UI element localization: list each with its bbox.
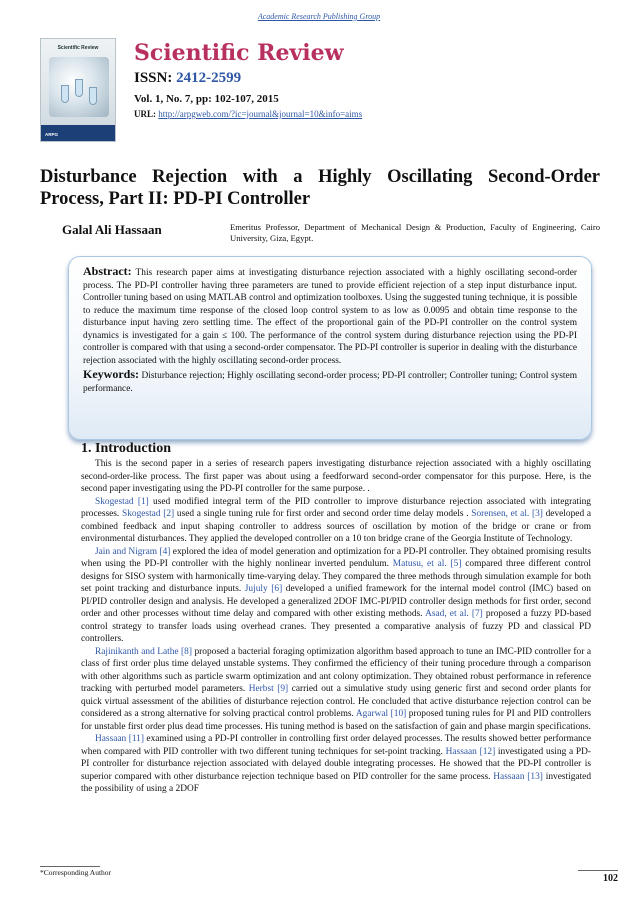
paragraph-text: examined using a PD-PI controller in controlling first order delayed processes. The results showed better performance when compared with PID controller with two different tuning techniques for set-point tracking.	[81, 734, 591, 757]
test-tube-icon	[75, 79, 83, 97]
citation-link[interactable]: Jain and Nigram [4]	[95, 546, 171, 557]
cover-brand-logo: ARPG	[45, 132, 59, 137]
paragraph-text: developed a combined feedback and input shaping controller to address sources of oscillation by motion of the bridge or crane or from environmental disturbances. They applied the developed controller on a 10 ton bridge crane of the Georgia Institute of Technology.	[81, 509, 591, 544]
body-paragraph	[81, 733, 591, 796]
keywords-label: Keywords:	[83, 367, 139, 381]
paragraph-text: investigated using a PD-PI controller for disturbance rejection associated with delayed double integrating processes. He showed that the PD-PI controller is superior compared with other disturbance rejection technique based on PID controller for the same process.	[81, 746, 591, 782]
citation-link[interactable]: Hassaan [12]	[445, 746, 496, 757]
paragraph-text: proposed tuning rules for PI and PID controllers for unstable first order plus dead time processes. His tuning method is based on the satisfaction of gain and phase margin specifications.	[81, 709, 591, 732]
keywords-paragraph	[83, 368, 577, 395]
paragraph-text: carried out a simulative study using generic first and second order plants for quick virtual assessment of the abilities of disturbance rejection control. He concluded that active disturbance rejection control can be considered as a strong alternative for solving practical control problems.	[81, 684, 591, 719]
citation-link[interactable]: Skogestad [1]	[95, 496, 149, 507]
corresponding-author-note: *Corresponding Author	[40, 868, 112, 877]
journal-volume: Vol. 1, No. 7, pp: 102-107, 2015	[134, 93, 279, 105]
journal-issn	[134, 70, 241, 87]
cover-title: Scientific Review	[57, 45, 99, 51]
journal-url-link[interactable]: http://arpgweb.com/?ic=journal&journal=10&info=aims	[158, 109, 363, 119]
paragraph-text: compared three different control designs for SISO system with harmonically time-varying delay. They compared the three methods through simulation example for both set point tracking and disturbance inputs.	[81, 559, 591, 594]
cover-lab-photo	[49, 57, 109, 117]
paragraph-text: proposed a fuzzy PD-based control strategy to transfer loads using overhead cranes. They presented a comparative analysis of fuzzy PD and classical PD controllers.	[81, 609, 591, 644]
citation-link[interactable]: Agarwal [10]	[355, 709, 407, 719]
body-paragraph	[81, 646, 591, 734]
citation-link[interactable]: Jujuly [6]	[244, 584, 283, 594]
footnote-divider	[40, 866, 100, 867]
citation-link[interactable]: Asad, et al. [7]	[425, 609, 483, 619]
page-number-divider	[578, 870, 618, 871]
paragraph-text: proposed a bacterial foraging optimization algorithm based approach to tune an IMC-PID controller for a class of first order plus time delayed unstable systems. They confirmed the efficiency of their tuning procedure through a comparison with other algorithms such as particle swarm optimization and ant colony optimization. They obtained robust performance in reference tracking with perturbed model parameters.	[81, 646, 591, 694]
abstract-paragraph	[83, 265, 577, 367]
abstract-text: This research paper aims at investigating disturbance rejection associated with a highly oscillating second-order process. The PD-PI controller having three parameters are tuned to provide efficient rejection of a step input disturbance input. Controller tuning based on using MATLAB control and optimization toolboxes. Using the suggested tuning technique, it is possible to reduce the maximum time response of the closed loop control system to as low as 0.0095 and obtain time response to the disturbance input having zero settling time. The effect of the proportional gain of the PD-PI controller on the control system dynamics is investigated for a gain ≤ 100. The performance of the control system during disturbance rejection using the PD-PI controller is compared with that using a second-order compensator. The PD-PI controller is superior in dealing with the disturbance rejection associated with the highly oscillating second-order process.	[83, 268, 577, 366]
body-paragraph	[81, 458, 591, 496]
citation-link[interactable]: Hassaan [11]	[95, 734, 144, 744]
paragraph-text: used a single tuning rule for first order and second order time delay models .	[174, 509, 472, 519]
abstract-label: Abstract:	[83, 264, 132, 278]
paragraph-text: used modified integral term of the PID controller to improve disturbance rejection associated with integrating processes.	[81, 496, 591, 519]
publisher-header-link[interactable]: Academic Research Publishing Group	[257, 12, 381, 21]
citation-link[interactable]: Hassaan [13]	[493, 771, 543, 782]
body-paragraph	[81, 496, 591, 546]
journal-name: Scientific Review	[134, 40, 344, 66]
author-name: Galal Ali Hassaan	[62, 222, 162, 237]
paragraph-text: developed a unified framework for the internal model control (IMC) based on PI/PID controller design and analysis. He developed a generalized 2DOF IMC-PI/PID controller design methods for first order, second order and other processes without time delay and compared with other existing methods.	[81, 584, 591, 619]
citation-link[interactable]: Rajinikanth and Lathe [8]	[95, 646, 192, 657]
section-heading-introduction: 1. Introduction	[81, 441, 171, 456]
journal-cover-image	[40, 38, 116, 142]
paragraph-text: explored the idea of model generation and optimization for a PD-PI controller. They obtained promising results when using the PD-PI controller with the highly nonlinear inverted pendulum.	[81, 546, 591, 569]
citation-link[interactable]: Sorensen, et al. [3]	[471, 509, 543, 519]
paper-title: Disturbance Rejection with a Highly Oscillating Second-Order Process, Part II: PD-PI Controller	[40, 167, 600, 209]
keywords-text: Disturbance rejection; Highly oscillating second-order process; PD-PI controller; Controller tuning; Control system performance.	[83, 371, 577, 394]
journal-url-line	[134, 109, 362, 119]
body-paragraph	[81, 546, 591, 646]
url-label: URL:	[134, 109, 159, 119]
citation-link[interactable]: Skogestad [2]	[121, 509, 175, 519]
abstract-box	[68, 256, 592, 440]
issn-number: 2412-2599	[176, 70, 242, 86]
paragraph-text: investigated the possibility of using a 2DOF	[81, 771, 591, 794]
test-tube-icon	[61, 85, 69, 103]
citation-link[interactable]: Matusu, et al. [5]	[392, 559, 462, 569]
page-number: 102	[603, 873, 618, 884]
author-affiliation: Emeritus Professor, Department of Mechanical Design & Production, Faculty of Engineering, Cairo University, Giza, Egypt.	[230, 222, 600, 243]
introduction-body	[81, 458, 591, 856]
citation-link[interactable]: Herbst [9]	[248, 684, 289, 694]
test-tube-icon	[89, 87, 97, 105]
issn-label: ISSN:	[134, 70, 177, 86]
paragraph-text: This is the second paper in a series of research papers investigating disturbance rejection associated with a highly oscillating second-order-like process. The first paper was about using a feedforward second-order compensator for this purpose. Here, is the second paper investigating using the PD-PI controller for the same purpose. .	[81, 459, 591, 494]
